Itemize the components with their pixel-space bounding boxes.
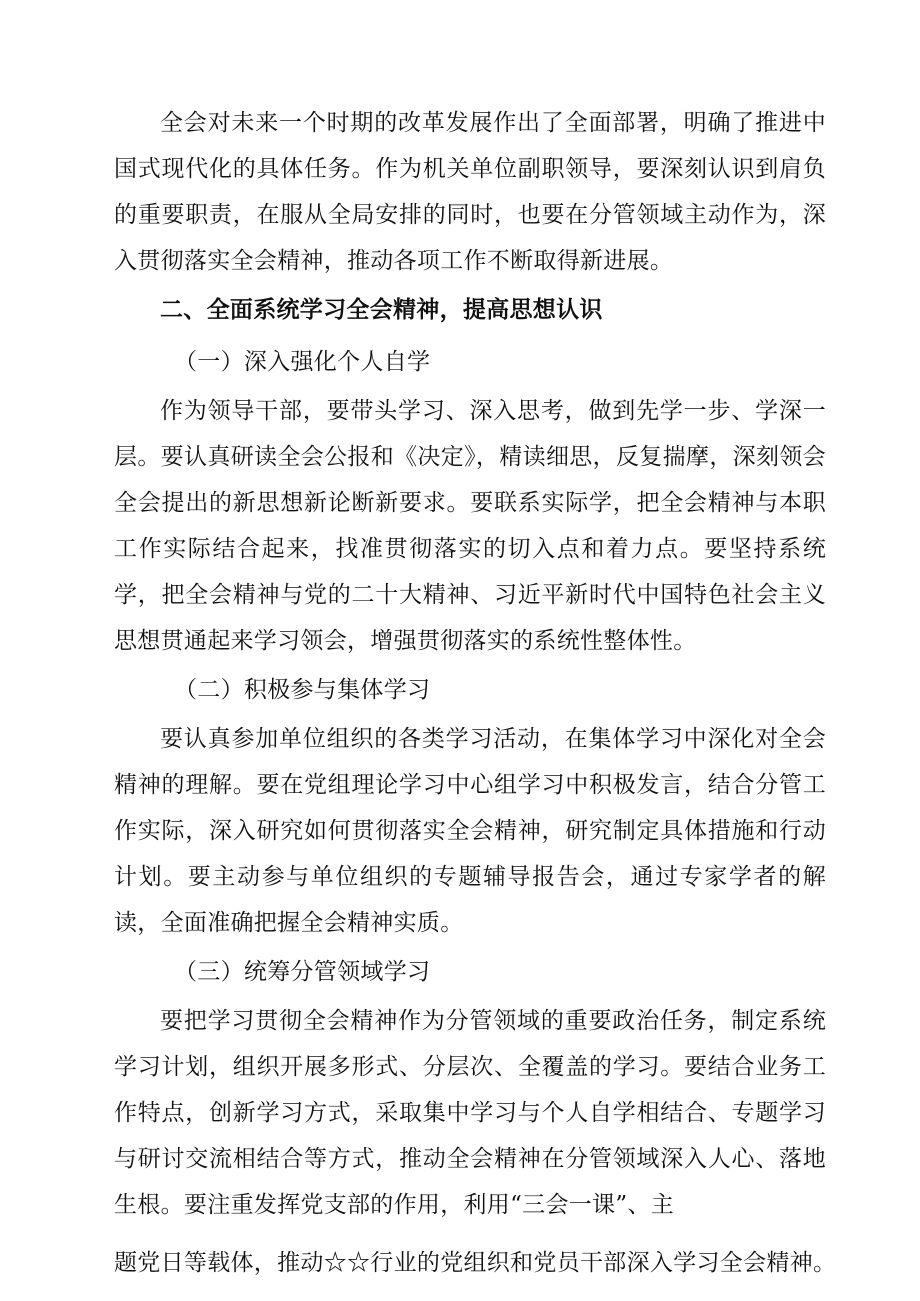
document-body	[114, 100, 837, 1286]
section-heading-2: 二、全面系统学习全会精神，提高思想认识	[160, 296, 603, 323]
paragraph-self-study: 作为领导干部，要带头学习、深入思考，做到先学一步、学深一层。要认真研读全会公报和《决定》，精读细思，反复揣摩，深刻领会全会提出的新思想新论断新要求。要联系实际学，把全会精神与本职工作实际结合起来，找准贯彻落实的切入点和着力点。要坚持系统学，把全会精神与党的二十大精神、习近平新时代中国特色社会主义思想贯通起来学习领会，增强贯彻落实的系统性整体性。	[114, 398, 826, 654]
subheading-3: （三）统筹分管领域学习	[174, 959, 431, 985]
paragraph-intro: 全会对未来一个时期的改革发展作出了全面部署，明确了推进中国式现代化的具体任务。作为机关单位副职领导，要深刻认识到肩负的重要职责，在服从全局安排的同时，也要在分管领域主动作为，深入贯彻落实全会精神，推动各项工作不断取得新进展。	[114, 110, 826, 274]
paragraph-gap	[114, 1228, 826, 1240]
paragraph-continuation: 题党日等载体，推动☆☆行业的党组织和党员干部深入学习全会精神。	[114, 1250, 837, 1276]
subheading-2: （二）积极参与集体学习	[174, 677, 431, 703]
paragraph-domain-study: 要把学习贯彻全会精神作为分管领域的重要政治任务，制定系统学习计划，组织开展多形式、分层次、全覆盖的学习。要结合业务工作特点，创新学习方式，采取集中学习与个人自学相结合、专题学习与研讨交流相结合等方式，推动全会精神在分管领域深入人心、落地生根。要注重发挥党支部的作用，利用“三会一课”、主	[114, 1008, 826, 1218]
paragraph-collective-study: 要认真参加单位组织的各类学习活动，在集体学习中深化对全会精神的理解。要在党组理论学习中心组学习中积极发言，结合分管工作实际，深入研究如何贯彻落实全会精神，研究制定具体措施和行动计划。要主动参与单位组织的专题辅导报告会，通过专家学者的解读，全面准确把握全会精神实质。	[114, 726, 826, 936]
subheading-1: （一）深入强化个人自学	[174, 349, 431, 375]
